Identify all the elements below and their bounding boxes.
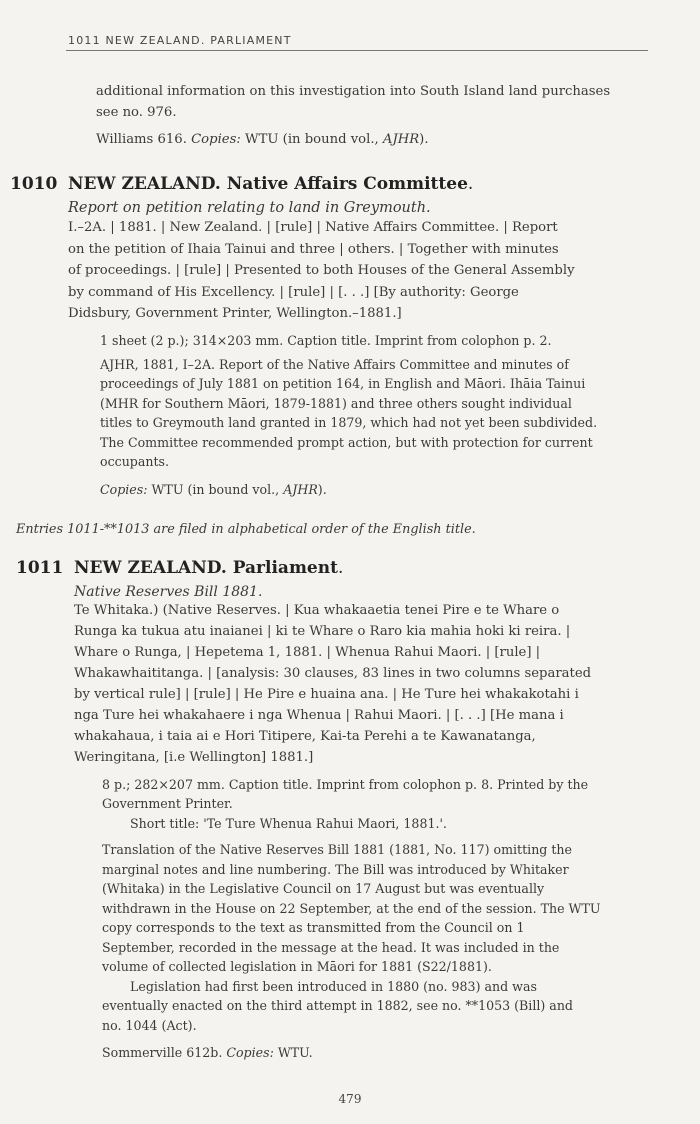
entry-1010-number: 1010	[10, 174, 58, 194]
entry-1011-note2-2: eventually enacted on the third attempt in 1882, see no. **1053 (Bill) and	[102, 998, 573, 1013]
entry-1010-heading	[68, 174, 473, 194]
entry-1011-body-7: whakahaua, i taia ai e Hori Titipere, Kai-ta Perehi a te Kawanatanga,	[74, 729, 536, 744]
entry-1010-copies-label: Copies:	[100, 482, 148, 497]
page-number: 479	[338, 1092, 362, 1106]
entry-1010-body-4: by command of His Excellency. | [rule] | [. . .] [By authority: George	[68, 285, 519, 300]
entry-1010-copies-end: ).	[317, 482, 327, 497]
entry-1010-body-5: Didsbury, Government Printer, Wellington.–1881.]	[68, 306, 402, 321]
entry-1010-body-3: of proceedings. | [rule] | Presented to both Houses of the General Assembly	[68, 263, 575, 278]
prev-copies-ajhr: AJHR	[382, 132, 420, 147]
entry-1011-number: 1011	[16, 558, 64, 578]
prev-copies-text: WTU (in bound vol.,	[245, 132, 379, 147]
entry-1011-heading	[74, 558, 343, 578]
entry-1011-note1-4: withdrawn in the House on 22 September, at the end of the session. The WTU	[102, 901, 601, 916]
entry-1010-copies-ajhr: AJHR	[283, 482, 318, 497]
entry-1011-subtitle: Native Reserves Bill 1881.	[74, 584, 263, 600]
entry-1011-note1-5: copy corresponds to the text as transmitted from the Council on 1	[102, 920, 525, 935]
entry-1010-copies-text: WTU (in bound vol.,	[151, 482, 280, 497]
entry-1010-heading-end: .	[467, 174, 474, 194]
entry-1011-heading-text: NEW ZEALAND. Parliament	[74, 558, 338, 578]
entry-1010-physical: 1 sheet (2 p.); 314×203 mm. Caption title. Imprint from colophon p. 2.	[100, 333, 552, 348]
entry-1011-short-title: Short title: 'Te Ture Whenua Rahui Maori, 1881.'.	[130, 816, 447, 831]
prev-copies-end: ).	[419, 132, 429, 147]
running-head: 1011 NEW ZEALAND. PARLIAMENT	[68, 34, 292, 47]
entry-1011-body-2: Runga ka tukua atu inaianei | ki te Whare o Raro kia mahia hoki ki reira. |	[74, 624, 571, 639]
header-rule	[66, 50, 648, 51]
entry-1010-heading-text: NEW ZEALAND. Native Affairs Committee	[68, 174, 468, 194]
entry-1010-copies	[100, 480, 327, 501]
entry-1010-note-5: The Committee recommended prompt action, but with protection for current	[100, 435, 593, 450]
entry-1011-note2-3: no. 1044 (Act).	[102, 1018, 197, 1033]
entry-1011-body-6: nga Ture hei whakahaere i nga Whenua | Rahui Maori. | [. . .] [He mana i	[74, 708, 564, 723]
entry-1011-heading-end: .	[337, 558, 344, 578]
entry-1011-body-1: Te Whitaka.) (Native Reserves. | Kua whakaaetia tenei Pire e te Whare o	[74, 603, 560, 618]
entry-1011-copies-label: Copies:	[226, 1045, 274, 1060]
entry-1010-note-1: AJHR, 1881, I–2A. Report of the Native Affairs Committee and minutes of	[100, 357, 569, 372]
entry-1010-note-3: (MHR for Southern Māori, 1879-1881) and three others sought individual	[100, 396, 572, 411]
entry-1010-note-2: proceedings of July 1881 on petition 164, in English and Māori. Ihāia Tainui	[100, 376, 586, 391]
entry-1011-note2-1: Legislation had first been introduced in 1880 (no. 983) and was	[130, 979, 537, 994]
entry-1011-body-3: Whare o Runga, | Hepetema 1, 1881. | Whenua Rahui Maori. | [rule] |	[74, 645, 541, 660]
prev-copies-prefix: Williams 616.	[96, 132, 187, 147]
entry-1011-note1-2: marginal notes and line numbering. The Bill was introduced by Whitaker	[102, 862, 569, 877]
prev-copies	[96, 130, 429, 151]
prev-copies-label: Copies:	[191, 132, 241, 147]
entry-1010-subtitle: Report on petition relating to land in Greymouth.	[68, 200, 431, 216]
entry-1011-physical-1: 8 p.; 282×207 mm. Caption title. Imprint from colophon p. 8. Printed by the	[102, 777, 589, 792]
entry-1011-copies-text: WTU.	[277, 1045, 313, 1060]
entry-1011-physical-2: Government Printer.	[102, 796, 233, 811]
entry-1011-note1-6: September, recorded in the message at the head. It was included in the	[102, 940, 560, 955]
entry-1011-body-8: Weringitana, [i.e Wellington] 1881.]	[74, 750, 314, 765]
entry-1011-copies-prefix: Sommerville 612b.	[102, 1045, 223, 1060]
entry-1010-note-6: occupants.	[100, 454, 170, 469]
prev-note-line-1: additional information on this investigation into South Island land purchases	[96, 84, 611, 99]
entry-1011-note1-7: volume of collected legislation in Māori for 1881 (S22/1881).	[102, 959, 492, 974]
entry-1011-note1-3: (Whitaka) in the Legislative Council on 17 August but was eventually	[102, 881, 545, 896]
prev-note-line-2: see no. 976.	[96, 105, 177, 120]
entry-1010-body-2: on the petition of Ihaia Tainui and three | others. | Together with minutes	[68, 242, 559, 257]
entry-1011-body-5: by vertical rule] | [rule] | He Pire e huaina ana. | He Ture hei whakakotahi i	[74, 687, 579, 702]
entry-1010-note-4: titles to Greymouth land granted in 1879, which had not yet been subdivided.	[100, 415, 598, 430]
entry-1011-body-4: Whakawhaititanga. | [analysis: 30 clauses, 83 lines in two columns separated	[74, 666, 592, 681]
entry-1011-copies	[102, 1043, 313, 1064]
filing-note: Entries 1011-**1013 are filed in alphabetical order of the English title.	[16, 522, 476, 537]
entry-1010-body-1: I.–2A. | 1881. | New Zealand. | [rule] | Native Affairs Committee. | Report	[68, 220, 558, 235]
entry-1011-note1-1: Translation of the Native Reserves Bill 1881 (1881, No. 117) omitting the	[102, 842, 572, 857]
